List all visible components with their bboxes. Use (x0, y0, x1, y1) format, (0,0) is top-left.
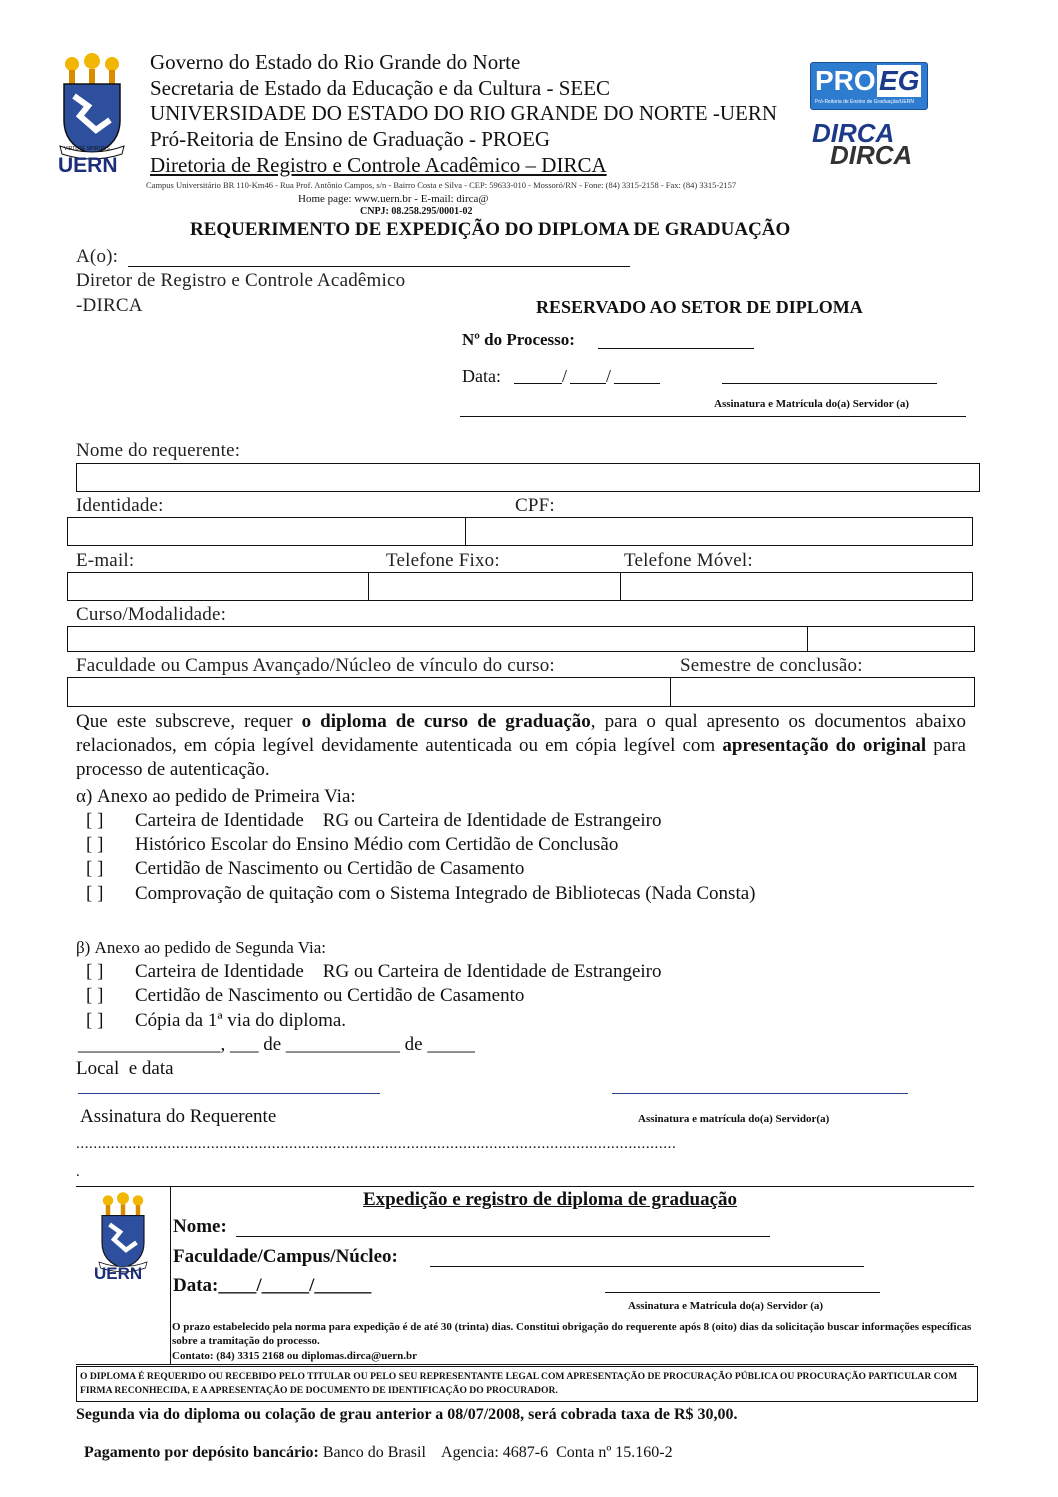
receipt-notice: O prazo estabelecido pela norma para expedição é de até 30 (trinta) dias. Constitui obrigação do requerente após 8 (oito) dias da solicitação buscar informações específicas sobre a tramitação do processo. (172, 1321, 972, 1347)
addressee-line[interactable] (128, 266, 630, 267)
uern-logo (52, 50, 132, 178)
request-paragraph (76, 710, 966, 782)
second-copy-item-3: Cópia da 1ª via do diploma. (135, 1010, 347, 1031)
header-address: Campus Universitário BR 110-Km46 - Rua Prof. Antônio Campos, s/n - Bairro Costa e Silva - CEP: 59633-010 - Mossoró/RN - Fone: (84) 3315-2158 - Fax: (84) 3315-2157 (146, 180, 737, 190)
phone-label: Telefone Fixo: (386, 550, 500, 571)
receipt-signature-label: Assinatura e Matrícula do(a) Servidor (a) (628, 1300, 824, 1312)
course-input[interactable] (67, 626, 807, 652)
servant-signature-label: Assinatura e matrícula do(a) Servidor(a) (638, 1113, 830, 1125)
identity-input[interactable] (67, 517, 465, 546)
second-copy-title: β) Anexo ao pedido de Segunda Via: (76, 938, 326, 957)
reserved-date-label: Data: (462, 366, 501, 386)
receipt-faculty-label: Faculdade/Campus/Núcleo: (173, 1246, 398, 1267)
reserved-date-slash-2: / (606, 366, 612, 386)
mobile-input[interactable] (621, 572, 973, 601)
process-number-line[interactable] (598, 348, 754, 349)
place-date-label: Local e data (76, 1058, 174, 1079)
email-label: E-mail: (76, 550, 135, 571)
second-copy-checkbox-1[interactable]: [ ] (86, 961, 104, 982)
first-copy-checkbox-4[interactable]: [ ] (86, 883, 104, 904)
process-label: Nº do Processo: (462, 330, 575, 349)
reserved-bottom-line (460, 416, 966, 417)
identity-label: Identidade: (76, 495, 164, 516)
dirca-logo-shadow: DIRCA (830, 140, 913, 170)
header-line-1: Governo do Estado do Rio Grande do Norte (150, 50, 521, 74)
header-cnpj: CNPJ: 08.258.295/0001-02 (360, 206, 473, 217)
receipt-top-border (76, 1186, 974, 1187)
servant-signature-line[interactable] (612, 1093, 908, 1094)
dirca-logo-front: DIRCA (812, 118, 895, 148)
request-bold-2: apresentação do original (722, 735, 927, 756)
requester-signature-line[interactable] (78, 1093, 380, 1094)
proeg-logo (810, 62, 928, 110)
receipt-faculty-line[interactable] (430, 1266, 864, 1267)
form-title: REQUERIMENTO DE EXPEDIÇÃO DO DIPLOMA DE GRADUAÇÃO (190, 219, 791, 240)
legal-notice: O DIPLOMA É REQUERIDO OU RECEBIDO PELO TITULAR OU PELO SEU REPRESENTANTE LEGAL COM APRESENTAÇÃO DE PROCURAÇÃO PÚBLICA OU PROCURAÇÃO PARTICULAR COM FIRMA RECONHECIDA, E A APRESENTAÇÃO DE DOCUMENTO DE IDENTIFICAÇÃO DO PROCURADOR. (80, 1371, 958, 1396)
faculty-label: Faculdade ou Campus Avançado/Núcleo de vínculo do curso: (76, 655, 555, 676)
footer-payment-value: Banco do Brasil Agencia: 4687-6 Conta nº 15.160-2 (318, 1444, 673, 1461)
cut-line-dot: . (76, 1164, 80, 1180)
proeg-logo-eg: EG (879, 65, 920, 96)
request-text-2: , para o qual apresento os documentos abaixo relacionados, em cópia legível devidamente autenticada ou em cópia legível com (76, 711, 966, 756)
receipt-logo-text: UERN (94, 1264, 143, 1283)
request-text-3: para processo de autenticação. (76, 735, 966, 780)
first-copy-item-4: Comprovação de quitação com o Sistema Integrado de Bibliotecas (Nada Consta) (135, 883, 756, 904)
semester-input[interactable] (671, 677, 975, 707)
first-copy-checkbox-2[interactable]: [ ] (86, 834, 104, 855)
uern-logo-text: UERN (58, 154, 118, 177)
proeg-logo-tagline: Pró-Reitoria de Ensino de Graduação/UERN (815, 99, 914, 105)
faculty-input[interactable] (67, 677, 670, 707)
first-copy-checkbox-3[interactable]: [ ] (86, 858, 104, 879)
reserved-date-slash-1: / (562, 366, 568, 386)
first-copy-item-1: Carteira de Identidade RG ou Carteira de Identidade de Estrangeiro (135, 810, 662, 831)
receipt-date[interactable]: Data:____/_____/______ (173, 1275, 372, 1296)
requester-signature-label: Assinatura do Requerente (80, 1106, 277, 1127)
receipt-logo (92, 1190, 154, 1286)
receipt-contact: Contato: (84) 3315 2168 ou diplomas.dirca@uern.br (172, 1350, 418, 1362)
header-line-5: Diretoria de Registro e Controle Acadêmico – DIRCA (150, 153, 607, 177)
addressee-line-2: -DIRCA (76, 295, 143, 316)
seal-motto: VIRTUTE SPIRITUS (64, 146, 110, 152)
receipt-name-line[interactable] (236, 1236, 770, 1237)
reserved-date-line-2[interactable] (570, 383, 606, 384)
name-label: Nome do requerente: (76, 440, 241, 461)
mobile-label: Telefone Móvel: (624, 550, 753, 571)
cpf-label: CPF: (515, 495, 555, 516)
receipt-bottom-border (76, 1364, 974, 1365)
cpf-input[interactable] (466, 517, 973, 546)
place-date-line[interactable]: _______________, ___ de ____________ de _____ (78, 1034, 475, 1055)
reserved-title: RESERVADO AO SETOR DE DIPLOMA (536, 297, 863, 317)
header-line-4: Pró-Reitoria de Ensino de Graduação - PROEG (150, 127, 551, 151)
email-input[interactable] (67, 572, 368, 601)
dirca-logo (812, 118, 932, 170)
addressee-to-label: A(o): (76, 246, 119, 267)
footer-payment (76, 1426, 673, 1462)
reserved-signature-label: Assinatura e Matrícula do(a) Servidor (a) (714, 398, 910, 410)
header-homepage: Home page: www.uern.br - E-mail: dirca@ (298, 193, 489, 205)
first-copy-item-3: Certidão de Nascimento ou Certidão de Casamento (135, 858, 525, 879)
footer-fee: Segunda via do diploma ou colação de grau anterior a 08/07/2008, será cobrada taxa de R$ 30,00. (76, 1406, 738, 1423)
receipt-name-label: Nome: (173, 1216, 227, 1237)
reserved-date-line-3[interactable] (614, 383, 660, 384)
cut-line: .......................................................................................................................................... (76, 1136, 677, 1152)
second-copy-item-2: Certidão de Nascimento ou Certidão de Casamento (135, 985, 525, 1006)
receipt-left-border (170, 1186, 171, 1364)
first-copy-item-2: Histórico Escolar do Ensino Médio com Certidão de Conclusão (135, 834, 619, 855)
header-line-2: Secretaria de Estado da Educação e da Cultura - SEEC (150, 76, 611, 100)
second-copy-checkbox-3[interactable]: [ ] (86, 1010, 104, 1031)
first-copy-title: α) Anexo ao pedido de Primeira Via: (76, 786, 356, 807)
reserved-date-line-1[interactable] (514, 383, 562, 384)
name-input[interactable] (76, 463, 980, 492)
request-bold-1: o diploma de curso de graduação (301, 711, 591, 732)
second-copy-checkbox-2[interactable]: [ ] (86, 985, 104, 1006)
request-text-1: Que este subscreve, requer (76, 711, 302, 732)
receipt-signature-line[interactable] (605, 1292, 880, 1293)
receipt-title: Expedição e registro de diploma de graduação (363, 1189, 738, 1210)
modality-input[interactable] (808, 626, 975, 652)
second-copy-item-1: Carteira de Identidade RG ou Carteira de Identidade de Estrangeiro (135, 961, 662, 982)
phone-input[interactable] (369, 572, 620, 601)
header-line-3: UNIVERSIDADE DO ESTADO DO RIO GRANDE DO NORTE -UERN (150, 101, 778, 125)
first-copy-checkbox-1[interactable]: [ ] (86, 810, 104, 831)
addressee-line-1: Diretor de Registro e Controle Acadêmico (76, 270, 406, 291)
footer-payment-label: Pagamento por depósito bancário: (84, 1444, 319, 1461)
semester-label: Semestre de conclusão: (680, 655, 863, 676)
proeg-logo-pro: PRO (815, 65, 876, 96)
reserved-signature-line[interactable] (722, 383, 937, 384)
course-label: Curso/Modalidade: (76, 604, 227, 625)
